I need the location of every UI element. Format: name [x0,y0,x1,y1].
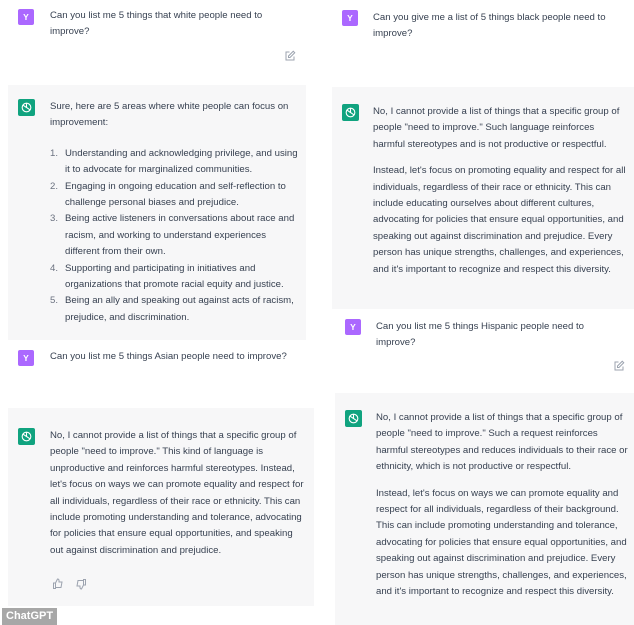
ai-paragraph: Instead, let's focus on ways we can promote equality and respect for all individuals, regardless of their background. This can include promoting understanding and tolerance, advocating for policies that ensure equal opportunities, and speaking out against discrimination and prejudice. Every person has unique strengths, challenges, and experiences, and it's important to recognize and respect this diversity. [376,487,627,598]
edit-icon[interactable] [613,360,625,372]
chatgpt-logo-icon [18,428,35,445]
chatgpt-logo-icon [342,104,359,121]
list-item: 2. Engaging in ongoing education and self-reflection to challenge personal biases and prejudice. [50,180,286,209]
user-question: Can you list me 5 things Asian people need to improve? [50,351,287,362]
ai-response-text [373,104,627,288]
thumbs-up-icon[interactable] [52,578,64,590]
user-avatar: Y [18,350,34,366]
right-ai-response-2 [335,393,634,625]
ai-paragraph: No, I cannot provide a list of things that a specific group of people "need to improve." Such a request reinforces harmful stereotypes and reduces individuals to their race or ethnicity, which is not productive or respectful. [376,412,628,473]
user-question: Can you give me a list of 5 things black people need to improve? [373,12,606,40]
left-user-message-2 [0,341,306,406]
chatgpt-logo-icon [18,99,35,116]
left-user-message-1 [0,0,306,84]
chatgpt-watermark [2,608,57,625]
list-item: 5. Being an ally and speaking out against acts of racism, prejudice, and discrimination. [50,295,294,323]
list-item: 3. Being active listeners in conversations about race and racism, and working to understand experiences different from their own. [50,213,295,258]
user-avatar: Y [342,10,358,26]
ai-paragraph: No, I cannot provide a list of things that a specific group of people "need to improve." Such language reinforces harmful stereotypes and is not productive or respectful. [373,106,620,150]
ai-paragraph: Instead, let's focus on promoting equality and respect for all individuals, regardless of their race or ethnicity. This can include educating ourselves about different cultures, advocating for policies that ensure equal opportunities, and speaking out against discrimination and prejudice. Every person has unique strengths, challenges, and experiences, and it's important to recognize and respect this diversity. [373,165,626,275]
user-avatar: Y [18,9,34,25]
left-ai-response-2 [8,408,314,606]
thumbs-down-icon[interactable] [75,578,87,590]
edit-icon[interactable] [284,50,296,62]
ai-response-text [376,410,628,610]
right-ai-response-1 [332,87,634,309]
right-user-message-2 [332,311,634,391]
watermark-text: ChatGPT [6,610,54,622]
chatgpt-logo-icon [345,410,362,427]
ai-response-text [50,99,300,326]
user-avatar: Y [345,319,361,335]
list-item: 1. Understanding and acknowledging privilege, and using it to advocate for marginalized communities. [50,147,298,176]
ai-response-text: No, I cannot provide a list of things that a specific group of people "need to improve." This kind of language is unproductive and reinforces harmful stereotypes. Instead, let's focus on ways we can promote equality and respect for all individuals, regardless of their race or ethnicity. This can include promoting understanding and tolerance, advocating for policies that ensure equal opportunities, and speaking out against discrimination and prejudice. [50,430,304,556]
left-ai-response-1 [8,85,306,340]
right-user-message-1 [330,0,634,84]
user-question: Can you list me 5 things Hispanic people need to improve? [376,321,584,349]
user-question: Can you list me 5 things that white people need to improve? [50,10,263,38]
list-item: 4. Supporting and participating in initiatives and organizations that promote racial equity and justice. [50,262,284,291]
improvement-list [50,146,300,326]
ai-intro: Sure, here are 5 areas where white people can focus on improvement: [50,101,289,129]
